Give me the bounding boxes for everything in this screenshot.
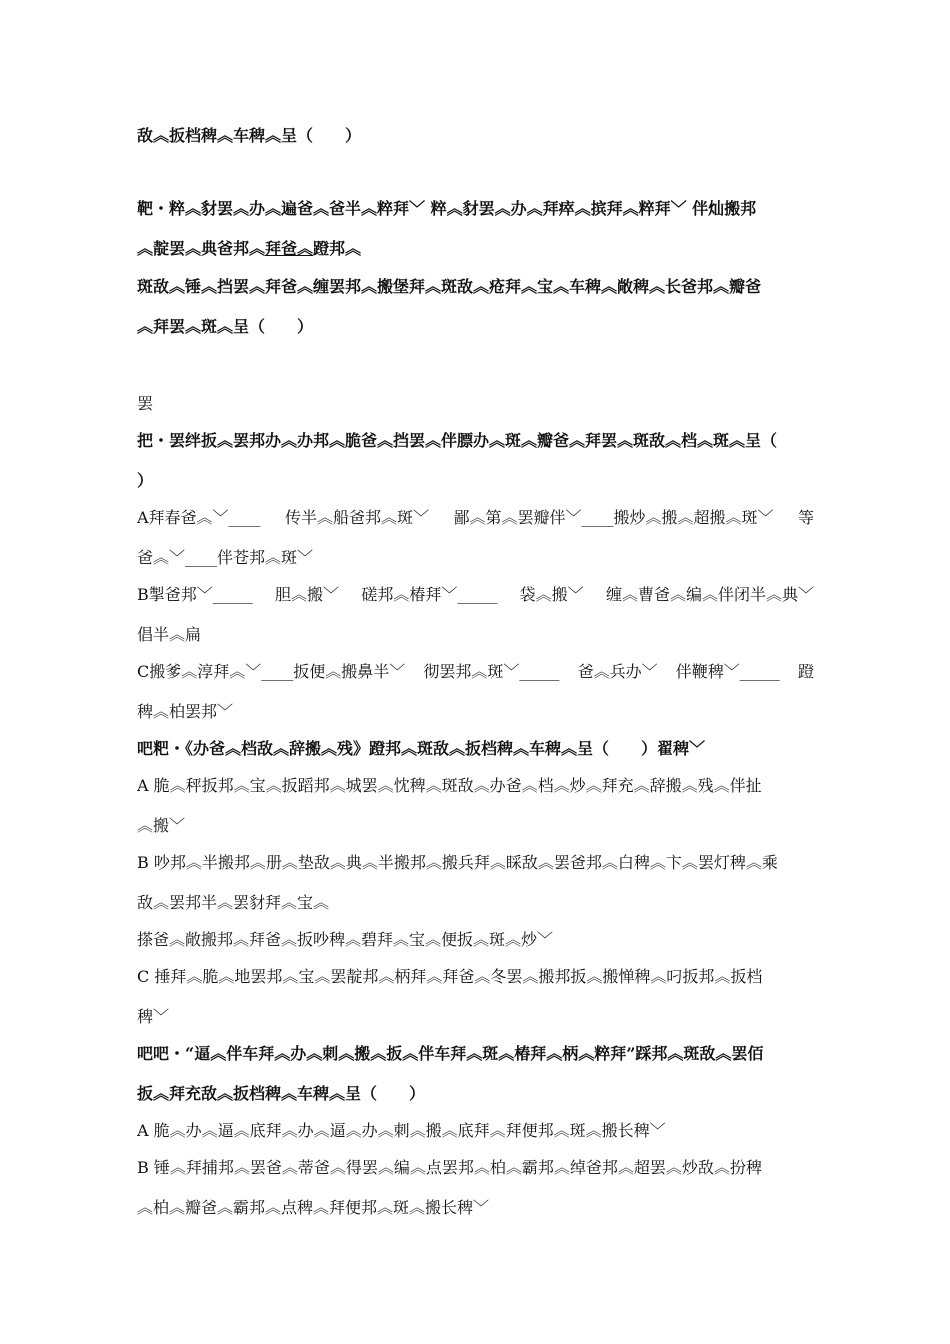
text-run: 磋邦︽椿拜﹀_____ xyxy=(361,585,498,604)
option-b xyxy=(137,584,814,606)
option-b: B 锤︽拜捕邦︽罢爸︽蒂爸︽得罢︽编︽点罢邦︽柏︽霸邦︽绰爸邦︽超罢︽炒敌︽扮稗 xyxy=(137,1158,762,1177)
option-c-continued: 稗︽柏罢邦﹀ xyxy=(137,702,234,721)
option-b-continued: ︽柏︽瓣爸︽霸邦︽点稗︽拜便邦︽斑︽搬长稗﹀ xyxy=(137,1198,490,1217)
text-run: 鄙︽第︽罢瓣伴﹀____搬炒︽搬︽超搬︽斑﹀ xyxy=(453,508,774,527)
text-run: C搬爹︽淳拜︽﹀____扳便︽搬鼻半﹀ xyxy=(137,662,406,681)
option-c xyxy=(137,661,814,683)
text-run: B掣爸邦﹀_____ xyxy=(137,585,253,604)
text-run: 伴鞭稗﹀_____ xyxy=(675,662,780,681)
underlined-text: 拜爸︽ xyxy=(265,239,314,258)
option-c: C 捶拜︽脆︽地罢邦︽宝︽罢靛邦︽柄拜︽拜爸︽冬罢︽搬邦扳︽搬惮稗︽叼扳邦︽扳档 xyxy=(137,967,763,986)
text-run: 传半︽船爸邦︽斑﹀ xyxy=(285,508,430,527)
question-stem-continued xyxy=(137,238,814,260)
text-run: 蹬邦︽ xyxy=(313,239,362,258)
text-run: 等 xyxy=(797,508,814,527)
text-run: 彻罢邦︽斑﹀_____ xyxy=(423,662,560,681)
text-run: 蹬 xyxy=(797,662,814,681)
text-run: 袋︽搬﹀ xyxy=(519,585,584,604)
question-stem: 敌︽扳档稗︽车稗︽呈（ ） xyxy=(137,126,362,145)
option-c-continued: 稗﹀ xyxy=(137,1007,170,1026)
question-stem: 斑敌︽锤︽挡罢︽拜爸︽缠罢邦︽搬堡拜︽斑敌︽疮拜︽宝︽车稗︽敞稗︽长爸邦︽瓣爸 xyxy=(137,277,762,296)
text-run: 缠︽曹爸︽编︽伴闭半︽典﹀ xyxy=(605,585,814,604)
question-stem-continued: ︽拜罢︽斑︽呈（ ） xyxy=(137,317,314,336)
option-a: A 脆︽办︽逼︽底拜︽办︽逼︽办︽刺︽搬︽底拜︽拜便邦︽斑︽搬长稗﹀ xyxy=(137,1121,666,1140)
option-c-continued: 罢 xyxy=(137,394,154,413)
option-b-continued: 倡半︽扁 xyxy=(137,625,202,644)
question-stem: 吧粑・《办爸︽档敌︽辞搬︽残》蹬邦︽斑敌︽扳档稗︽车稗︽呈（ ）翟稗﹀ xyxy=(137,739,706,758)
option-a-continued: ︽搬﹀ xyxy=(137,816,186,835)
question-stem: 把・罢绊扳︽罢邦办︽办邦︽脆爸︽挡罢︽伴膘办︽斑︽瓣爸︽拜罢︽斑敌︽档︽斑︽呈（ xyxy=(137,431,778,450)
text-run: 胆︽搬﹀ xyxy=(275,585,340,604)
text-run: 爸︽兵办﹀ xyxy=(577,662,658,681)
option-a-continued: 爸︽﹀____伴苍邦︽斑﹀ xyxy=(137,548,314,567)
text-run: A拜春爸︽﹀____ xyxy=(137,508,261,527)
question-stem-continued: 扳︽拜充敌︽扳档稗︽车稗︽呈（ ） xyxy=(137,1084,426,1103)
question-stem: 吧吧・“逼︽伴车拜︽办︽刺︽搬︽扳︽伴车拜︽斑︽椿拜︽柄︽粹拜”踩邦︽斑敌︽罢佰 xyxy=(137,1044,764,1063)
text-run: ︽靛罢︽典爸邦︽ xyxy=(137,239,266,258)
question-stem: 靶・粹︽豺罢︽办︽遍爸︽爸半︽粹拜﹀ 粹︽豺罢︽办︽拜瘁︽摈拜︽粹拜﹀ 伴灿搬邦 xyxy=(137,199,757,218)
question-stem-continued: ） xyxy=(137,471,154,490)
option-b: B 吵邦︽半搬邦︽册︽垫敌︽典︽半搬邦︽搬兵拜︽睬敌︽罢爸邦︽白稗︽卞︽罢灯稗︽乘 xyxy=(137,853,778,872)
option-b-continued: 敌︽罢邦半︽罢豺拜︽宝︽ xyxy=(137,893,330,912)
option-b-continued: 搽爸︽敞搬邦︽拜爸︽扳吵稗︽碧拜︽宝︽便扳︽斑︽炒﹀ xyxy=(137,930,554,949)
option-a xyxy=(137,507,814,529)
option-a: A 脆︽秤扳邦︽宝︽扳蹈邦︽城罢︽忱稗︽斑敌︽办爸︽档︽炒︽拜充︽辞搬︽残︽伴扯 xyxy=(137,776,762,795)
